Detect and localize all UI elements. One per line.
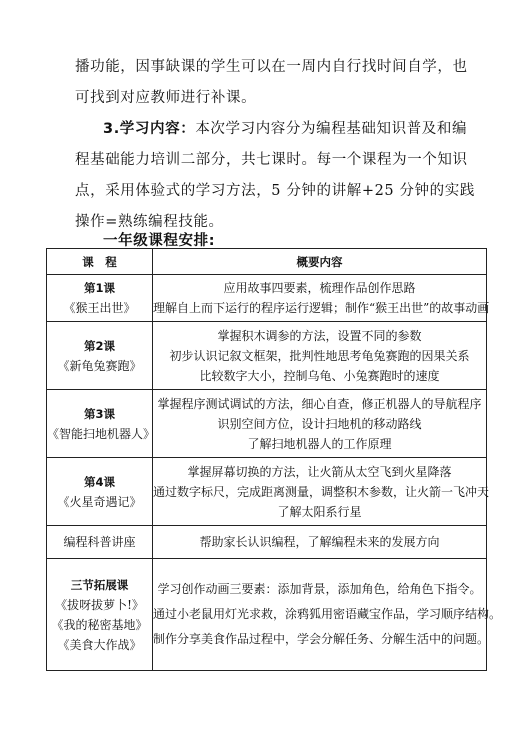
- text-line: [103, 117, 467, 138]
- table-row: [47, 559, 487, 671]
- content-line: 初步认识记叙文框架，批判性地思考龟兔赛跑的因果关系: [169, 348, 470, 363]
- content-line: 了解扫地机器人的工作原理: [247, 436, 392, 451]
- content-cell: [153, 390, 487, 458]
- lesson-name: 编程科普讲座: [63, 535, 136, 549]
- table-header-row: [47, 249, 487, 275]
- lesson-name: 《火星奇遇记》: [57, 494, 142, 509]
- text-line: 程基础能力培训二部分，共七课时。每一个课程为一个知识: [75, 152, 468, 168]
- course-cell: [47, 275, 153, 322]
- section-label: 3.学习内容：: [103, 121, 196, 137]
- text-line: 可找到对应教师进行补课。: [75, 90, 257, 106]
- content-line: 掌握程序测试调试的方法，细心自查，修正机器人的导航程序: [157, 396, 482, 411]
- lesson-name: 《新龟兔赛跑》: [57, 358, 142, 373]
- content-line: 识别空间方位，设计扫地机的移动路线: [217, 416, 422, 431]
- content-cell: [153, 458, 490, 526]
- content-line: 帮助家长认识编程，了解编程未来的发展方向: [199, 535, 440, 549]
- lesson-name: 《智能扫地机器人》: [47, 426, 156, 441]
- section-text: 本次学习内容分为编程基础知识普及和编: [195, 121, 468, 137]
- course-cell: [47, 559, 153, 671]
- content-cell: [153, 559, 502, 671]
- content-line: 掌握积木调参的方法，设置不同的参数: [217, 328, 422, 343]
- schedule-heading: 一年级课程安排:: [103, 233, 216, 249]
- lesson-number: 第4课: [83, 474, 115, 489]
- table-row: [47, 526, 487, 559]
- table-row: [47, 275, 487, 322]
- course-table: [46, 248, 502, 671]
- course-cell: [47, 322, 153, 390]
- lesson-number: 第2课: [83, 338, 115, 353]
- table-row: [47, 390, 487, 458]
- header-course: 课 程: [47, 249, 153, 275]
- content-line: 比较数字大小，控制乌龟、小兔赛跑时的速度: [199, 368, 440, 383]
- course-cell: [47, 458, 153, 526]
- course-cell: [47, 526, 153, 559]
- lesson-number: 第1课: [83, 281, 115, 295]
- header-content: 概要内容: [153, 249, 487, 275]
- lesson-name: 《拔呀拔萝卜!》: [55, 597, 144, 612]
- text-line: 播功能，因事缺课的学生可以在一周内自行找时间自学，也: [75, 59, 468, 75]
- content-line: 了解太阳系行星: [277, 504, 362, 519]
- table-row: [47, 458, 487, 526]
- text-line: 点，采用体验式的学习方法，5 分钟的讲解+25 分钟的实践: [75, 183, 475, 199]
- lesson-name: 《我的秘密基地》: [51, 617, 148, 632]
- content-line: 制作分享美食作品过程中，学会分解任务、分解生活中的问题。: [153, 632, 490, 646]
- lesson-number: 第3课: [83, 406, 115, 421]
- text-line: 操作=熟练编程技能。: [75, 214, 224, 230]
- content-line: 通过小老鼠用灯光求救，涂鸦狐用密语藏宝作品，学习顺序结构。: [153, 607, 502, 621]
- content-line: 通过数字标尺，完成距离测量，调整积木参数，让火箭一飞冲天: [153, 484, 490, 499]
- content-cell: [153, 322, 487, 390]
- content-line: 应用故事四要素，梳理作品创作思路: [223, 281, 416, 295]
- content-cell: [153, 275, 490, 322]
- lesson-number: 三节拓展课: [70, 577, 129, 592]
- content-line: 理解自上而下运行的程序运行逻辑；制作“猴王出世”的故事动画: [153, 301, 490, 315]
- content-line: 掌握屏幕切换的方法，让火箭从太空飞到火星降落: [187, 464, 452, 479]
- content-line: 学习创作动画三要素：添加背景，添加角色，给角色下指令。: [157, 582, 482, 596]
- table-row: [47, 322, 487, 390]
- lesson-name: 《美食大作战》: [57, 637, 142, 652]
- lesson-name: 《猴王出世》: [63, 301, 136, 315]
- content-cell: [153, 526, 487, 559]
- course-cell: [47, 390, 156, 458]
